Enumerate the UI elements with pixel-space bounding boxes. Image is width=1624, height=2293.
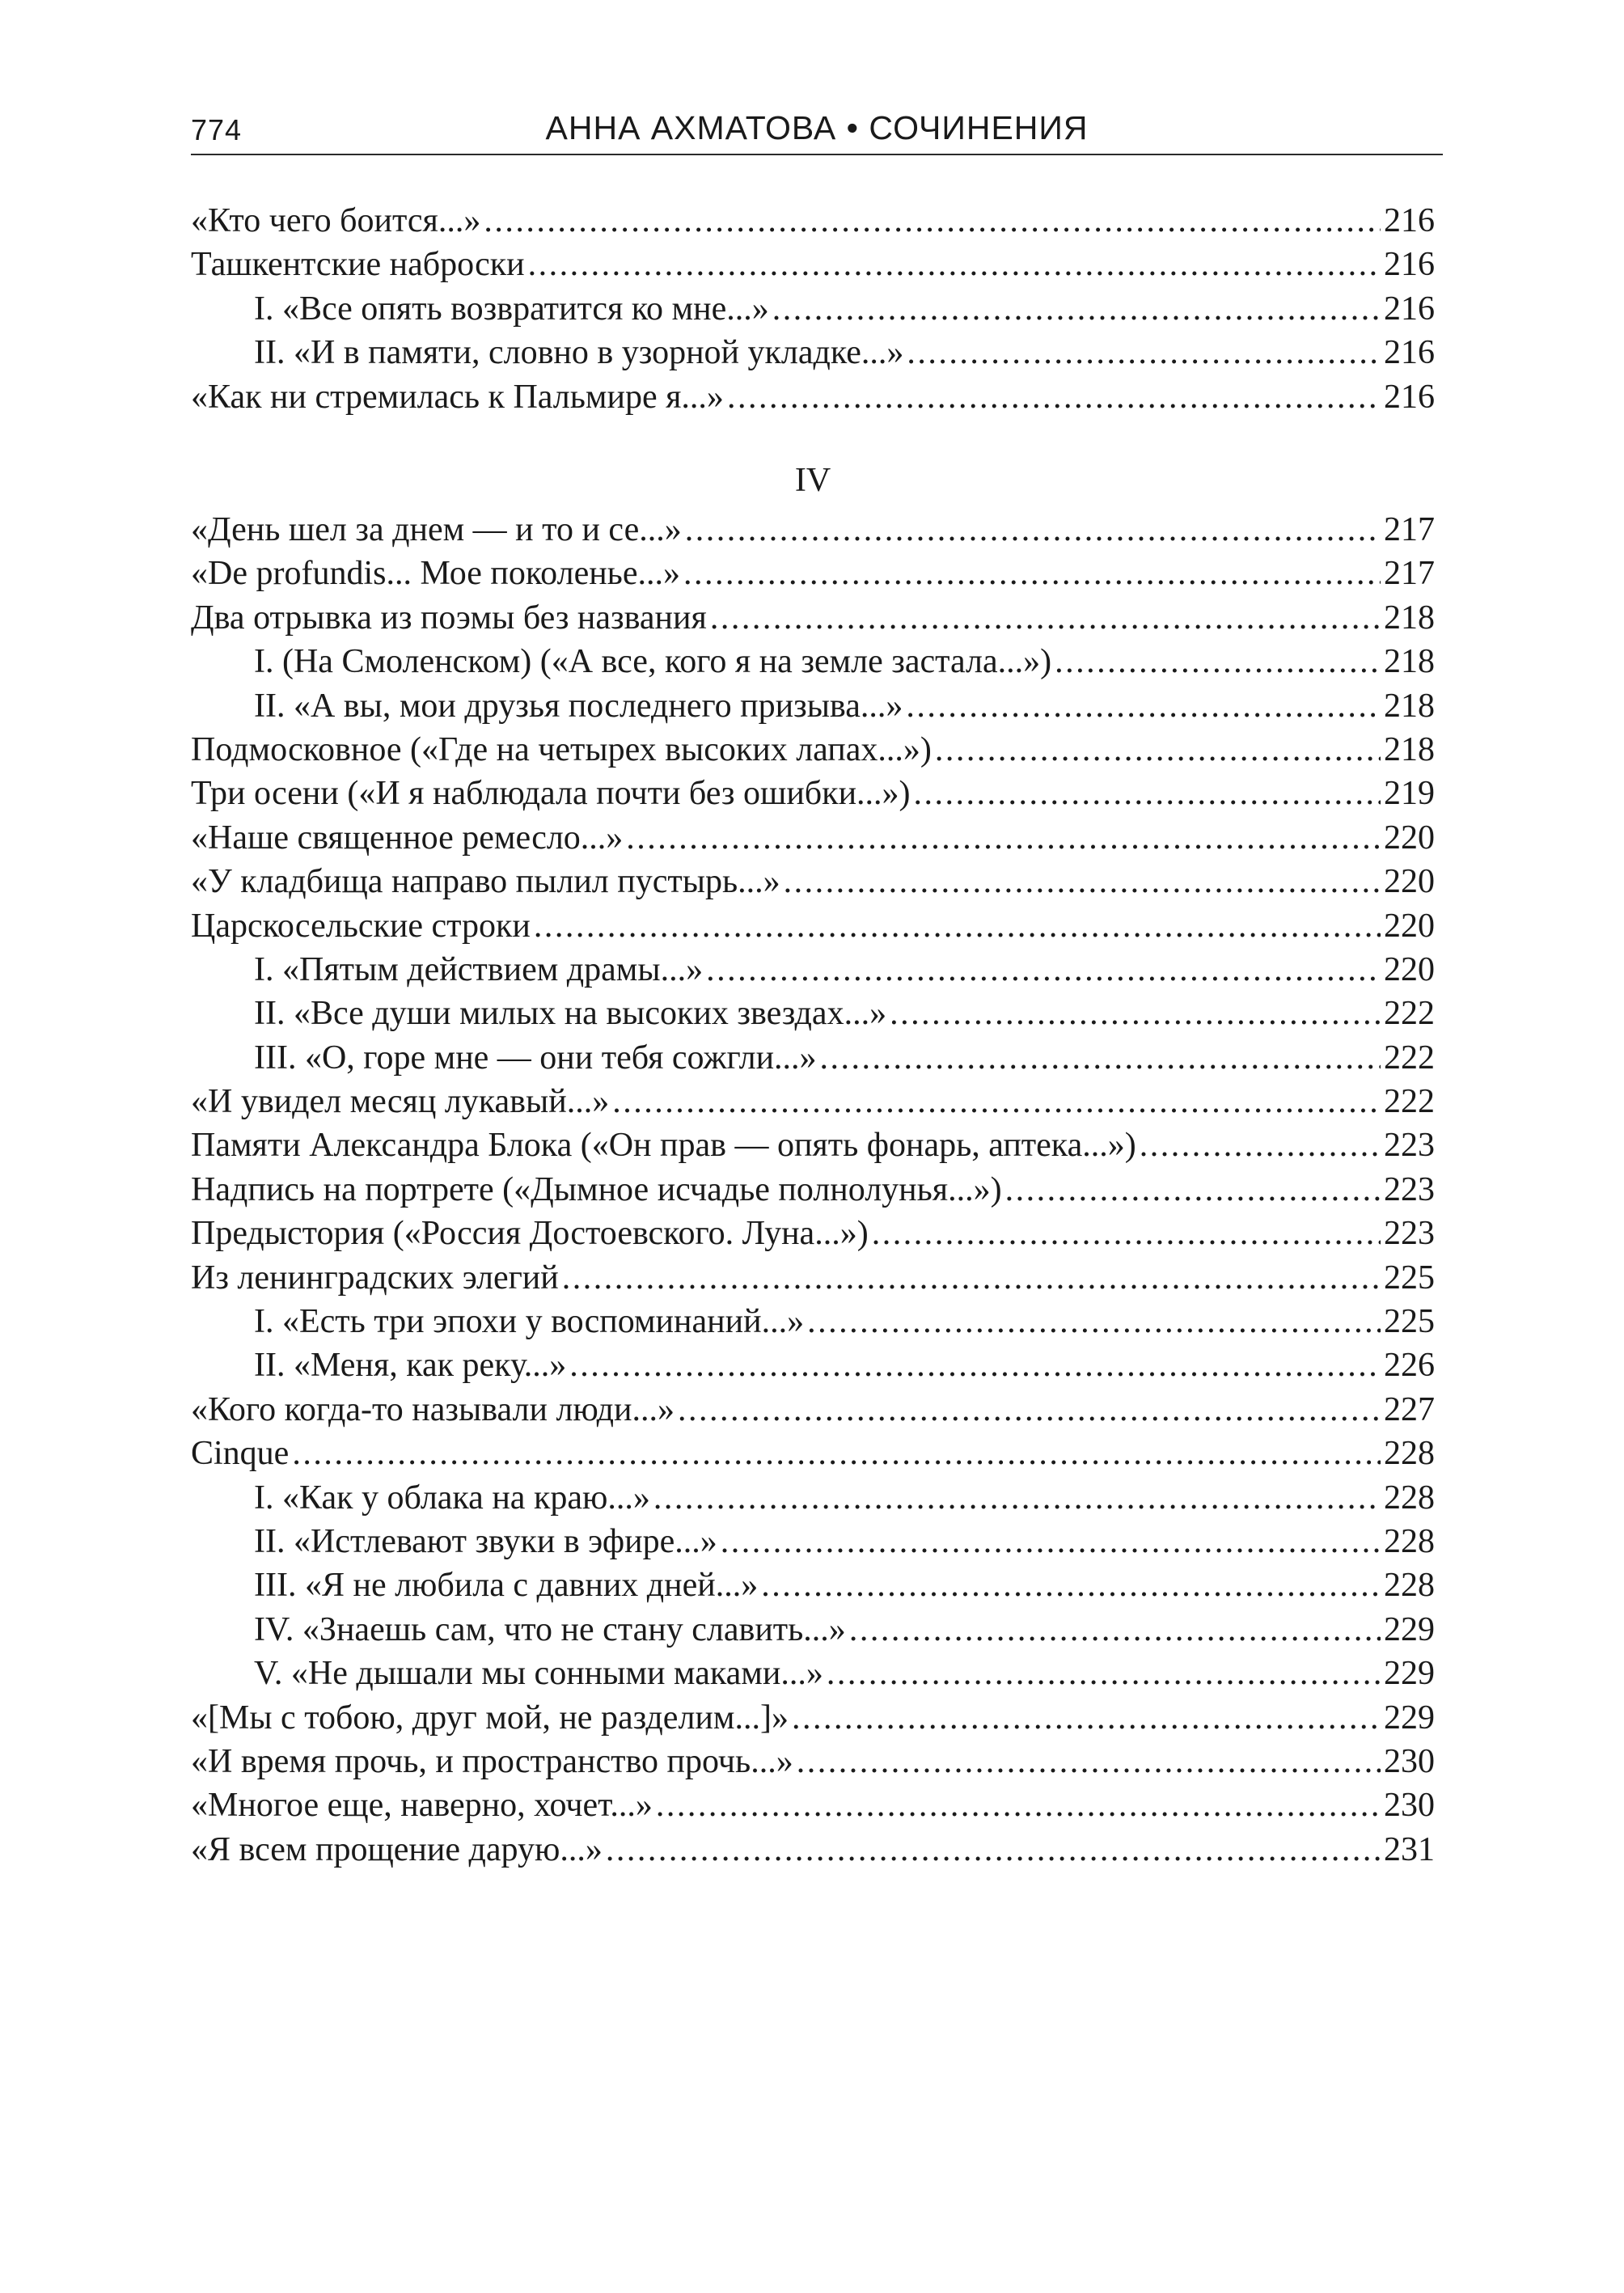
toc-entry [191,508,1435,552]
toc-leader-dots [612,1080,1381,1123]
toc-leader-dots [797,1740,1381,1783]
toc-leader-dots [292,1432,1381,1475]
toc-entry-title: III. «О, горе мне — они тебя сожгли...» [254,1039,817,1077]
toc-entry-page: 216 [1384,202,1435,239]
toc-entry [191,1476,1435,1520]
toc-entry-title: II. «Все души милых на высоких звездах...» [254,995,887,1033]
toc-entry [191,1388,1435,1432]
toc-entry-page: 227 [1384,1390,1435,1428]
toc-leader-dots [820,1036,1381,1080]
toc-entry-title: «И увидел месяц лукавый...» [191,1083,610,1121]
toc-entry [191,1563,1435,1607]
toc-entry [191,1080,1435,1123]
toc-entry-page: 218 [1384,643,1435,681]
toc-entry [191,552,1435,595]
toc-entry [191,860,1435,903]
toc-entry-page: 216 [1384,334,1435,372]
toc-entry-page: 222 [1384,1083,1435,1121]
toc-entry [191,199,1435,243]
toc-entry [191,816,1435,860]
toc-entry-page: 216 [1384,246,1435,284]
toc-entry [191,1123,1435,1167]
toc-entry-title: «День шел за днем — и то и се...» [191,511,682,548]
toc-leader-dots [528,243,1381,286]
toc-entry-title: I. «Пятым действием драмы...» [254,950,704,988]
toc-entry-title: I. «Как у облака на краю...» [254,1479,650,1517]
toc-entry-page: 222 [1384,995,1435,1033]
toc-entry-page: 220 [1384,819,1435,857]
toc-leader-dots [562,1256,1381,1300]
toc-entry [191,684,1435,728]
toc-leader-dots [849,1608,1381,1652]
toc-entry [191,772,1435,815]
toc-entry [191,1300,1435,1343]
toc-entry-page: 223 [1384,1127,1435,1165]
toc-leader-dots [792,1696,1381,1740]
toc-entry-page: 231 [1384,1830,1435,1868]
running-title: АННА АХМАТОВА • СОЧИНЕНИЯ [545,109,1089,146]
toc-entry-page: 230 [1384,1742,1435,1780]
toc-entry-title: V. «Не дышали мы сонными маками...» [254,1655,823,1693]
toc-entry-title: II. «Истлевают звуки в эфире...» [254,1522,717,1560]
toc-entry-title: I. «Все опять возвратится ко мне...» [254,290,769,328]
toc-entry-title: «У кладбища направо пылил пустырь...» [191,863,780,901]
toc-entry-page: 225 [1384,1303,1435,1341]
toc-entry [191,1343,1435,1387]
toc-entry-page: 229 [1384,1610,1435,1648]
section-heading: IV [794,462,831,499]
toc-leader-dots [1005,1168,1381,1212]
toc-entry-title: II. «И в памяти, словно в узорной укладке...» [254,334,904,372]
toc-leader-dots [906,684,1381,728]
toc-entry-page: 229 [1384,1655,1435,1693]
toc-entry-title: «Многое еще, наверно, хочет...» [191,1787,653,1825]
toc-section-1 [191,199,1435,419]
toc-entry-page: 225 [1384,1259,1435,1297]
toc-entry [191,1608,1435,1652]
toc-entry-title: IV. «Знаешь сам, что не стану славить...» [254,1610,846,1648]
toc-entry-title: «Кого когда-то называли люди...» [191,1390,675,1428]
toc-entry [191,1740,1435,1783]
toc-entry-title: Царскосельские строки [191,907,531,945]
toc-leader-dots [761,1563,1381,1607]
toc-leader-dots [727,375,1381,419]
toc-entry-title: «Наше священное ремесло...» [191,819,624,857]
toc-entry [191,904,1435,948]
toc-entry [191,1828,1435,1872]
toc-leader-dots [872,1212,1381,1255]
toc-leader-dots [935,728,1381,772]
toc-leader-dots [1140,1123,1381,1167]
toc-entry-page: 220 [1384,863,1435,901]
toc-entry-title: «[Мы с тобою, друг мой, не разделим...]» [191,1699,789,1737]
toc-entry-page: 223 [1384,1170,1435,1208]
toc-leader-dots [710,596,1381,640]
toc-leader-dots [784,860,1381,903]
toc-entry-page: 220 [1384,950,1435,988]
toc-leader-dots [653,1476,1381,1520]
toc-entry-title: II. «А вы, мои друзья последнего призыва...» [254,687,903,725]
toc-section-2 [191,508,1435,1872]
toc-entry-page: 228 [1384,1522,1435,1560]
toc-entry-page: 218 [1384,730,1435,768]
toc-entry-page: 220 [1384,907,1435,945]
toc-leader-dots [683,552,1381,595]
toc-leader-dots [890,992,1381,1035]
toc-entry-page: 222 [1384,1039,1435,1077]
toc-entry-page: 216 [1384,378,1435,416]
toc-entry [191,243,1435,286]
toc-entry-title: «И время прочь, и пространство прочь...» [191,1742,793,1780]
toc-entry-title: I. «Есть три эпохи у воспоминаний...» [254,1303,805,1341]
toc-leader-dots [706,948,1381,992]
toc-entry-page: 228 [1384,1479,1435,1517]
toc-entry [191,948,1435,992]
toc-entry [191,1432,1435,1475]
toc-entry [191,1036,1435,1080]
toc-entry [191,596,1435,640]
toc-entry-page: 217 [1384,555,1435,593]
toc-entry-title: Три осени («И я наблюдала почти без ошибки...») [191,775,911,813]
toc-entry [191,1652,1435,1695]
toc-entry [191,375,1435,419]
toc-entry-page: 219 [1384,775,1435,813]
toc-leader-dots [721,1520,1381,1563]
toc-leader-dots [827,1652,1381,1695]
toc-entry-page: 218 [1384,687,1435,725]
page-number: 774 [191,113,243,146]
toc-leader-dots [1055,640,1381,683]
toc-entry-title: «Кто чего боится...» [191,202,481,239]
toc-entry [191,1696,1435,1740]
toc-leader-dots [534,904,1381,948]
toc-entry-title: Из ленинградских элегий [191,1259,559,1297]
toc-entry-title: Памяти Александра Блока («Он прав — опять фонарь, аптека...») [191,1127,1136,1165]
toc-entry [191,1256,1435,1300]
toc-entry [191,1168,1435,1212]
toc-entry-title: Предыстория («Россия Достоевского. Луна...») [191,1215,869,1253]
toc-entry-title: «Я всем прощение дарую...» [191,1830,603,1868]
toc-leader-dots [807,1300,1381,1343]
toc-entry [191,728,1435,772]
page-header [191,99,1443,155]
toc-leader-dots [772,287,1381,331]
toc-leader-dots [569,1343,1381,1387]
toc-entry-title: II. «Меня, как реку...» [254,1347,567,1385]
toc-leader-dots [656,1783,1381,1827]
toc-entry-title: I. (На Смоленском) («А все, кого я на земле застала...») [254,643,1052,681]
toc-leader-dots [914,772,1381,815]
toc-entry [191,992,1435,1035]
toc-entry-page: 223 [1384,1215,1435,1253]
toc-leader-dots [685,508,1381,552]
toc-entry-title: Cinque [191,1435,290,1473]
toc-leader-dots [606,1828,1381,1872]
toc-entry-page: 217 [1384,511,1435,548]
toc-entry-page: 230 [1384,1787,1435,1825]
toc-entry-title: III. «Я не любила с давних дней...» [254,1567,759,1605]
toc-entry-page: 218 [1384,599,1435,637]
toc-entry-title: Подмосковное («Где на четырех высоких лапах...») [191,730,932,768]
toc-leader-dots [678,1388,1381,1432]
toc-leader-dots [907,331,1381,374]
toc-entry [191,1783,1435,1827]
toc-entry-title: «Как ни стремилась к Пальмире я...» [191,378,724,416]
toc-entry [191,1520,1435,1563]
toc-entry [191,640,1435,683]
toc-entry-title: «De profundis... Мое поколенье...» [191,555,680,593]
toc-entry [191,287,1435,331]
toc-entry-title: Надпись на портрете («Дымное исчадье полнолунья...») [191,1170,1002,1208]
toc-entry-page: 228 [1384,1435,1435,1473]
toc-entry-title: Два отрывка из поэмы без названия [191,599,707,637]
toc-entry-page: 228 [1384,1567,1435,1605]
toc-entry-title: Ташкентские наброски [191,246,525,284]
toc-leader-dots [484,199,1381,243]
toc-entry [191,331,1435,374]
toc-entry-page: 216 [1384,290,1435,328]
toc-entry [191,1212,1435,1255]
toc-entry-page: 229 [1384,1699,1435,1737]
toc-entry-page: 226 [1384,1347,1435,1385]
toc-leader-dots [626,816,1381,860]
